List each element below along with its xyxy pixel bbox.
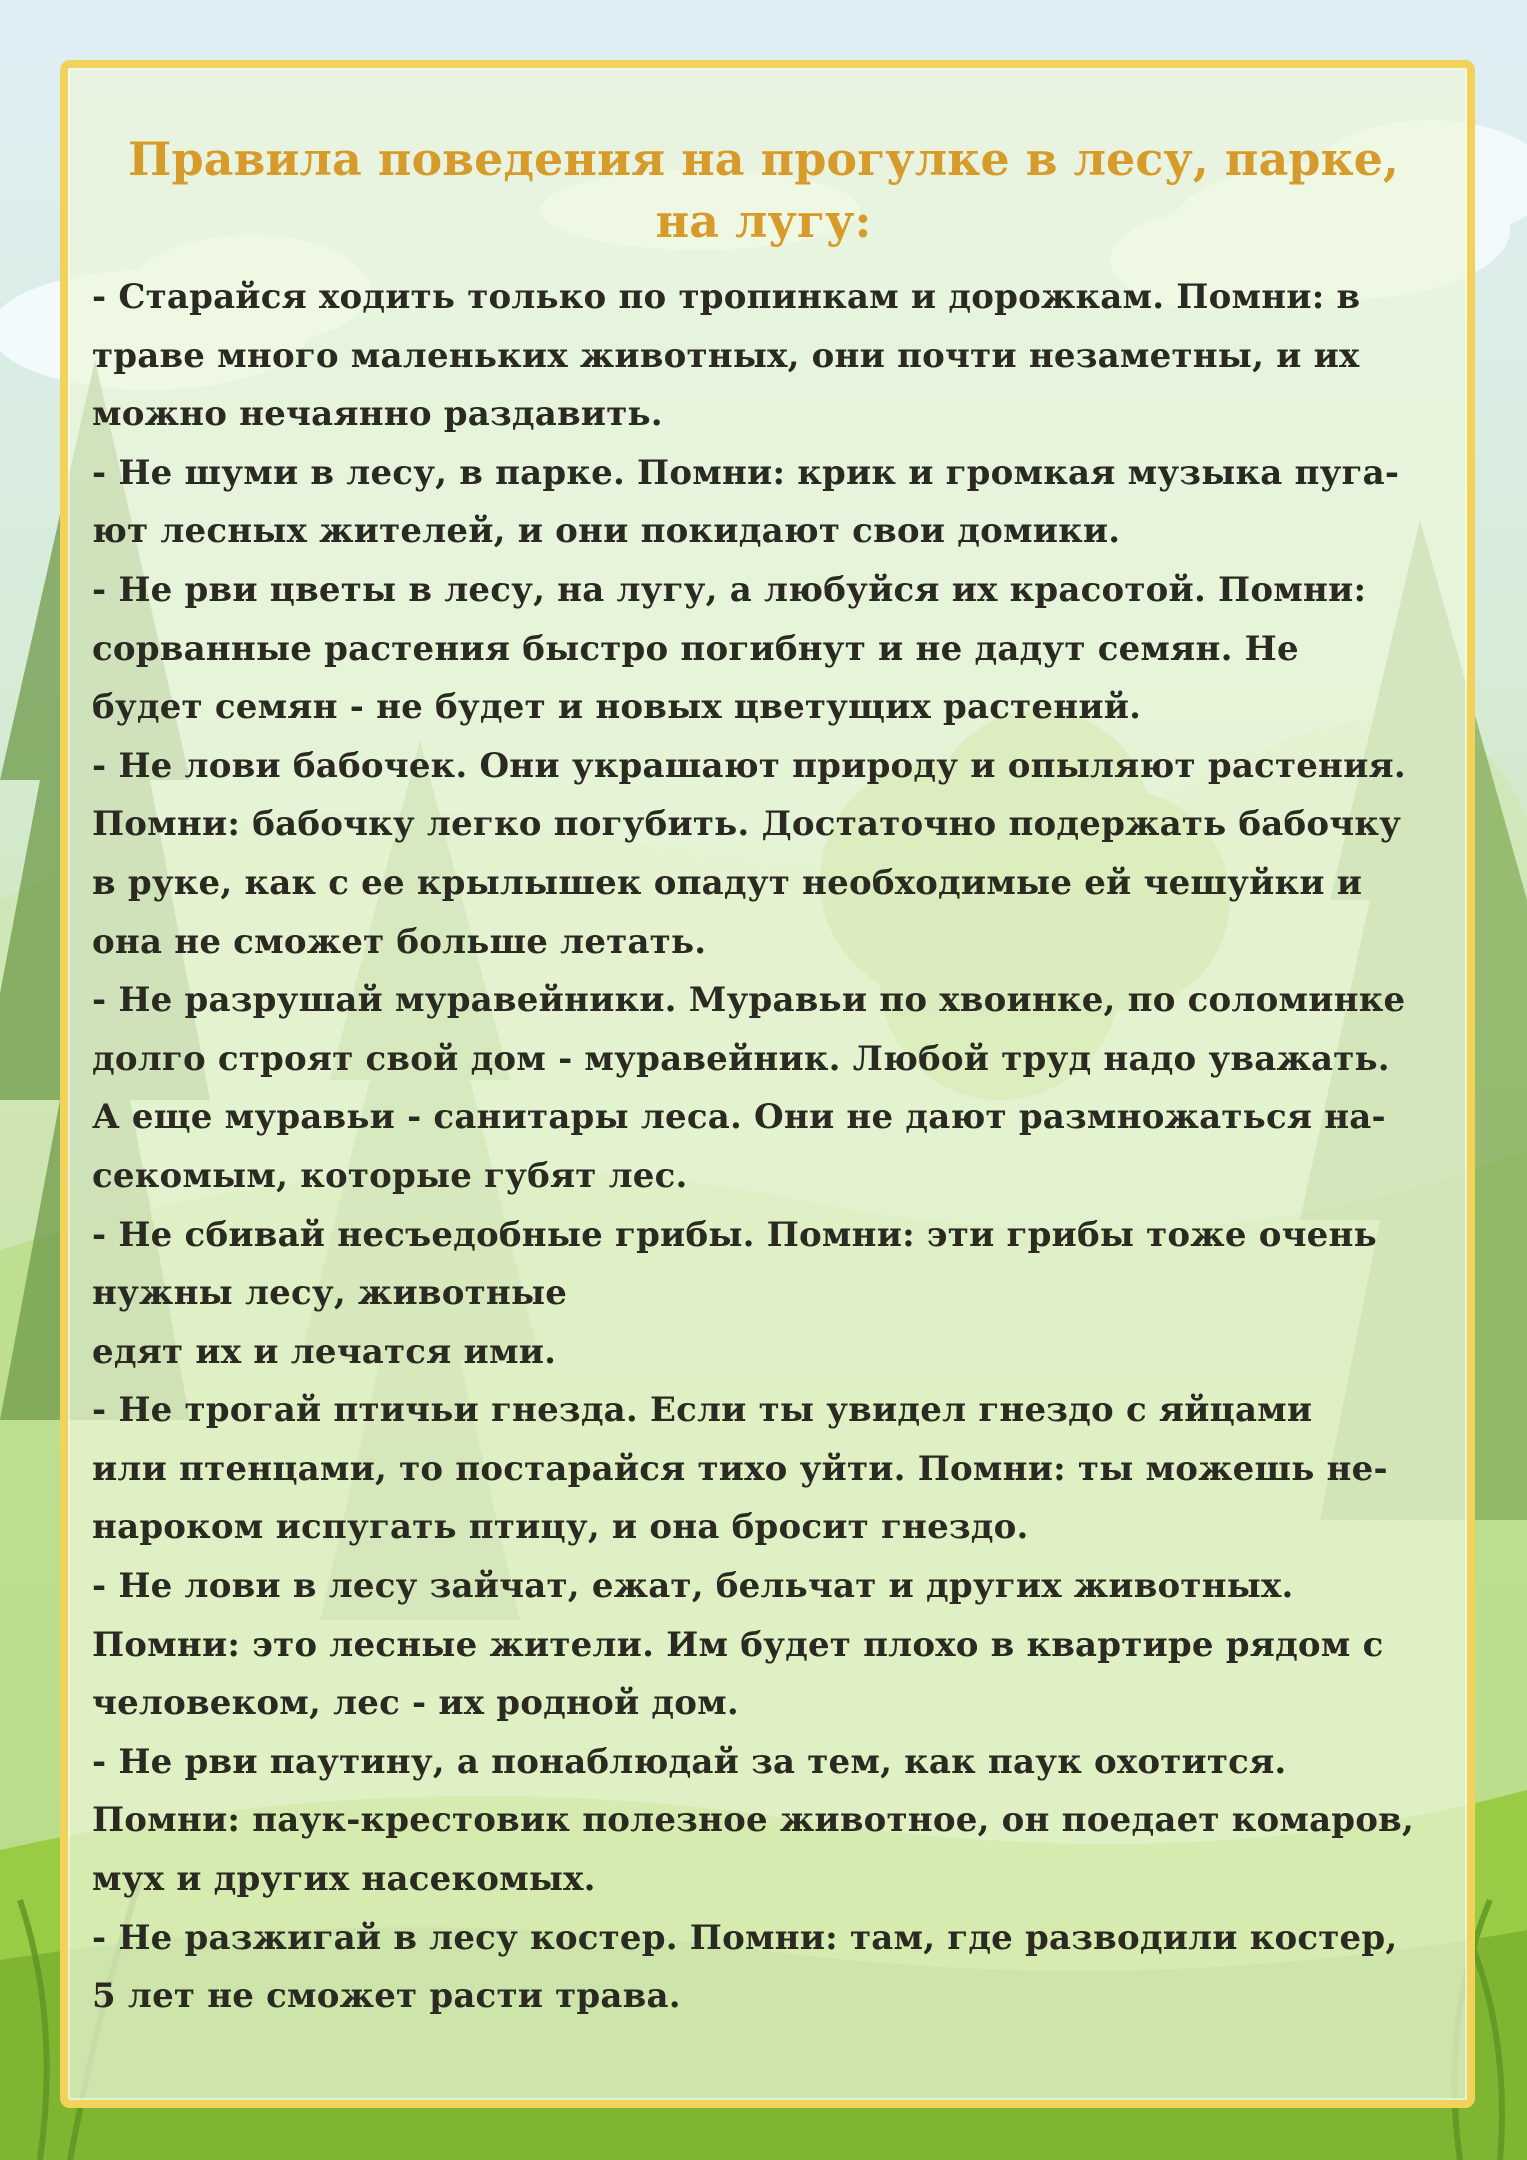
page-title <box>100 128 1427 252</box>
rule-item <box>92 1381 1462 1557</box>
rule-line: нужны лесу, животные <box>92 1273 568 1314</box>
rule-line: - Старайся ходить только по тропинкам и дорожкам. Помни: в <box>92 277 1361 317</box>
rule-line: ют лесных жителей, и они покидают свои домики. <box>92 511 1121 552</box>
rule-line: Помни: паук-крестовик полезное животное, он поедает комаров, <box>92 1800 1415 1841</box>
title-line-1: Правила поведения на прогулке в лесу, парке, <box>128 132 1399 186</box>
rules-list <box>92 268 1462 2026</box>
rule-line: А еще муравьи - санитары леса. Они не дают размножаться на- <box>92 1097 1386 1138</box>
rule-item <box>92 444 1462 561</box>
rule-line: Помни: бабочку легко погубить. Достаточно подержать бабочку <box>92 804 1402 845</box>
title-line-2: на лугу: <box>655 194 872 248</box>
rule-line: едят их и лечатся ими. <box>92 1331 557 1372</box>
rule-item <box>92 268 1462 444</box>
rule-line: - Не шуми в лесу, в парке. Помни: крик и громкая музыка пуга- <box>92 452 1400 493</box>
rule-line: - Не рви цветы в лесу, на лугу, а любуйся их красотой. Помни: <box>92 569 1367 610</box>
rule-line: - Не лови бабочек. Они украшают природу и опыляют растения. <box>92 745 1406 786</box>
rule-line: - Не лови в лесу зайчат, ежат, бельчат и других животных. <box>92 1566 1294 1607</box>
rule-item <box>92 1206 1462 1382</box>
rule-item <box>92 1733 1462 1909</box>
rule-line: - Не сбивай несъедобные грибы. Помни: эти грибы тоже очень <box>92 1214 1377 1255</box>
rule-line: нароком испугать птицу, и она бросит гнездо. <box>92 1507 1029 1548</box>
rule-item <box>92 1909 1462 2026</box>
rule-line: 5 лет не сможет расти трава. <box>92 1976 681 2017</box>
rule-line: в руке, как с ее крылышек опадут необходимые ей чешуйки и <box>92 862 1363 903</box>
rule-line: будет семян - не будет и новых цветущих растений. <box>92 687 1142 728</box>
rule-line: долго строят свой дом - муравейник. Любой труд надо уважать. <box>92 1038 1390 1079</box>
rule-line: она не сможет больше летать. <box>92 921 707 962</box>
rule-line: сорванные растения быстро погибнут и не дадут семян. Не <box>92 628 1299 669</box>
rule-line: человеком, лес - их родной дом. <box>92 1683 739 1724</box>
rule-line: - Не рви паутину, а понаблюдай за тем, как паук охотится. <box>92 1741 1287 1782</box>
rule-line: - Не разрушай муравейники. Муравьи по хвоинке, по соломинке <box>92 980 1406 1021</box>
rule-line: секомым, которые губят лес. <box>92 1155 688 1196</box>
rule-item <box>92 971 1462 1205</box>
rule-line: можно нечаянно раздавить. <box>92 394 663 435</box>
rule-item <box>92 1557 1462 1733</box>
rule-line: Помни: это лесные жители. Им будет плохо в квартире рядом с <box>92 1624 1384 1665</box>
rule-item <box>92 737 1462 971</box>
rule-line: мух и других насекомых. <box>92 1859 596 1900</box>
rule-line: или птенцами, то постарайся тихо уйти. Помни: ты можешь не- <box>92 1448 1388 1489</box>
rule-item <box>92 561 1462 737</box>
rule-line: траве много маленьких животных, они почти незаметны, и их <box>92 335 1360 376</box>
rule-line: - Не разжигай в лесу костер. Помни: там, где разводили костер, <box>92 1917 1398 1958</box>
rule-line: - Не трогай птичьи гнезда. Если ты увидел гнездо с яйцами <box>92 1390 1313 1431</box>
